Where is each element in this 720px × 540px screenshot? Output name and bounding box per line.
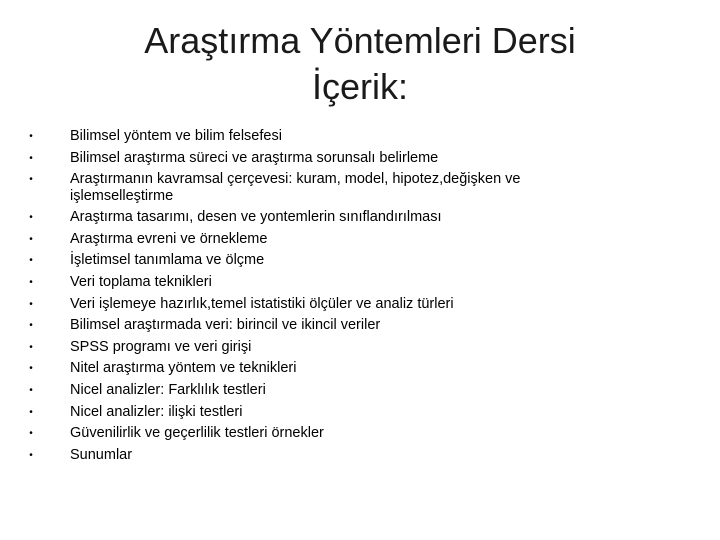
list-item-text: Araştırmanın kavramsal çerçevesi: kuram, model, hipotez,değişken ve işlemselleştirme — [70, 171, 521, 205]
bullet-icon: • — [29, 341, 33, 353]
list-item — [26, 169, 606, 207]
list-item — [26, 423, 606, 445]
bullet-list — [26, 126, 606, 466]
list-item — [26, 148, 606, 170]
list-item-text: İşletimsel tanımlama ve ölçme — [70, 252, 265, 269]
bullet-icon: • — [29, 131, 33, 142]
bullet-icon: • — [29, 320, 33, 332]
bullet-icon: • — [29, 428, 33, 440]
list-item-text: Bilimsel yöntem ve bilim felsefesi — [70, 128, 282, 144]
list-item — [26, 294, 606, 316]
list-item — [26, 207, 606, 229]
list-item-text: Güvenilirlik ve geçerlilik testleri örnekler — [70, 425, 324, 442]
slide-title — [0, 18, 720, 110]
bullet-icon: • — [29, 298, 33, 310]
list-item-text: Veri toplama teknikleri — [70, 273, 212, 290]
bullet-icon: • — [29, 384, 33, 396]
content-area — [26, 126, 606, 466]
list-item — [26, 358, 606, 380]
slide-title-line-2: İçerik: — [311, 66, 408, 107]
bullet-icon: • — [29, 276, 33, 288]
bullet-icon: • — [29, 406, 33, 418]
bullet-icon: • — [29, 233, 33, 245]
list-item — [26, 250, 606, 272]
bullet-icon: • — [29, 449, 33, 461]
list-item — [26, 445, 606, 467]
bullet-icon: • — [29, 363, 33, 375]
list-item-text: Bilimsel araştırma süreci ve araştırma sorunsalı belirleme — [70, 149, 439, 166]
list-item-text: Araştırma tasarımı, desen ve yontemlerin sınıflandırılması — [70, 209, 442, 226]
list-item — [26, 315, 606, 337]
list-item — [26, 229, 606, 251]
list-item-text: Sunumlar — [70, 446, 133, 463]
bullet-icon: • — [29, 174, 33, 186]
list-item-text: Bilimsel araştırmada veri: birincil ve ikincil veriler — [70, 317, 381, 334]
bullet-icon: • — [29, 152, 33, 164]
bullet-icon: • — [29, 212, 33, 224]
list-item-text: Veri işlemeye hazırlık,temel istatistiki ölçüler ve analiz türleri — [70, 295, 454, 312]
slide-title-line-1: Araştırma Yöntemleri Dersi — [144, 20, 576, 61]
list-item-text: Nicel analizler: ilişki testleri — [70, 403, 243, 420]
list-item-text: Araştırma evreni ve örnekleme — [70, 230, 268, 247]
list-item-text: Nicel analizler: Farklılık testleri — [70, 381, 266, 398]
list-item — [26, 126, 606, 148]
list-item-text: SPSS programı ve veri girişi — [70, 338, 252, 355]
list-item-text: Nitel araştırma yöntem ve teknikleri — [70, 360, 297, 377]
list-item — [26, 402, 606, 424]
bullet-icon: • — [29, 255, 33, 267]
list-item — [26, 380, 606, 402]
list-item — [26, 337, 606, 359]
list-item — [26, 272, 606, 294]
